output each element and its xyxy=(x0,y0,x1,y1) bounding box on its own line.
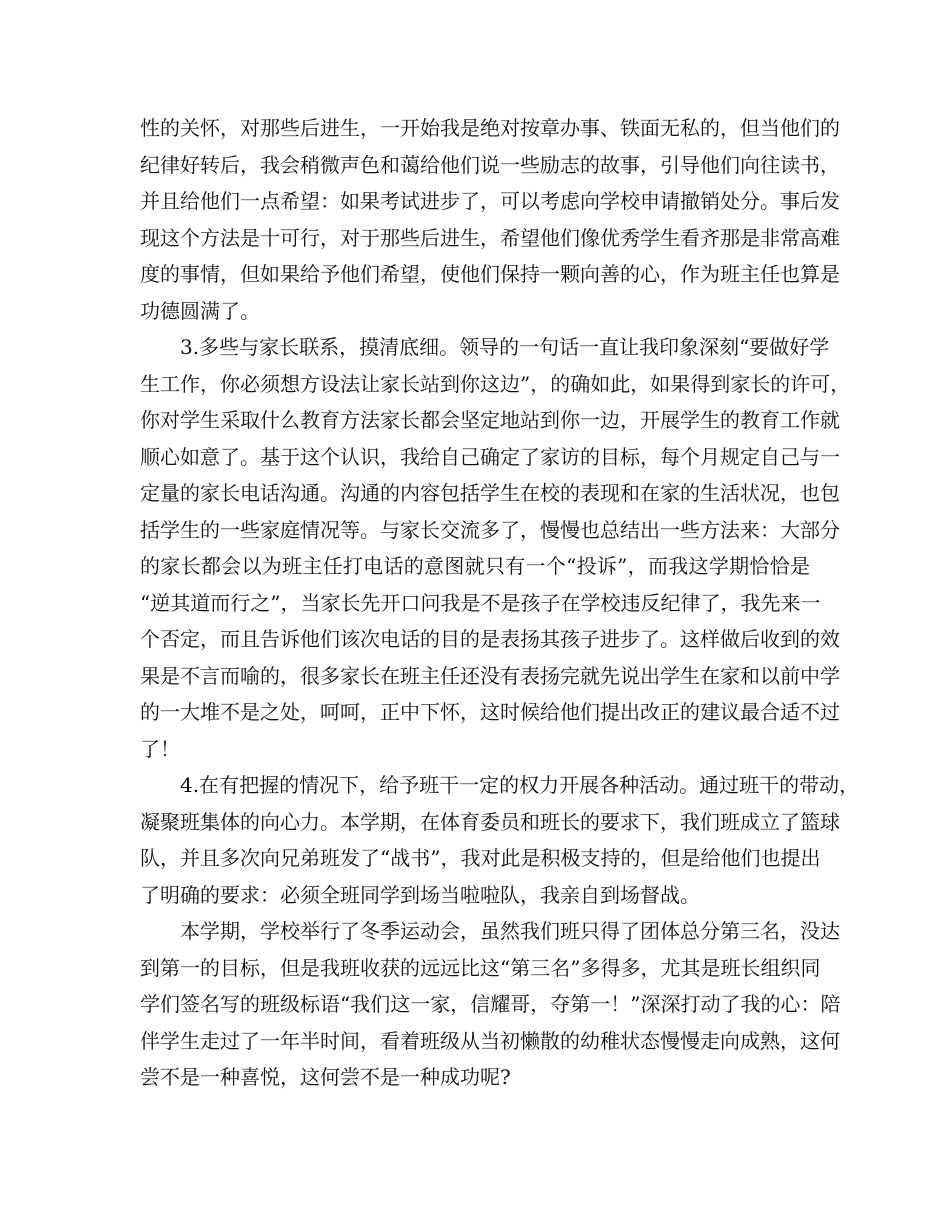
text-line: 凝聚班集体的向心力。本学期，在体育委员和班长的要求下，我们班成立了篮球 xyxy=(140,809,840,834)
text-line: 功德圆满了。 xyxy=(140,298,260,323)
text-line: 的一大堆不是之处，呵呵，正中下怀，这时候给他们提出改正的建议最合适不过 xyxy=(140,700,840,724)
text-line: 学们签名写的班级标语“我们这一家，信耀哥，夺第一！”深深打动了我的心：陪 xyxy=(140,992,841,1016)
text-line: 个否定，而且告诉他们该次电话的目的是表扬其孩子进步了。这样做后收到的效 xyxy=(140,627,840,651)
text-line: 伴学生走过了一年半时间，看着班级从当初懒散的幼稚状态慢慢走向成熟，这何 xyxy=(140,1028,840,1053)
text-line: 定量的家长电话沟通。沟通的内容包括学生在校的表现和在家的生活状况，也包 xyxy=(140,481,840,505)
text-line: 生工作，你必须想方设法让家长站到你这边”，的确如此，如果得到家长的许可， xyxy=(140,371,851,396)
text-line: 本学期，学校举行了冬季运动会，虽然我们班只得了团体总分第三名，没达 xyxy=(180,919,840,943)
document-body xyxy=(140,110,860,1096)
text-line: 到第一的目标，但是我班收获的远远比这“第三名”多得多，尤其是班长组织同 xyxy=(140,955,821,980)
text-line: 你对学生采取什么教育方法家长都会坚定地站到你一边，开展学生的教育工作就 xyxy=(140,408,840,432)
text-line: 现这个方法是十可行，对于那些后进生，希望他们像优秀学生看齐那是非常高难 xyxy=(140,225,840,250)
text-line: 括学生的一些家庭情况等。与家长交流多了，慢慢也总结出一些方法来：大部分 xyxy=(140,517,840,542)
text-line: 了明确的要求：必须全班同学到场当啦啦队，我亲自到场督战。 xyxy=(140,882,700,907)
text-line: 纪律好转后，我会稍微声色和蔼给他们说一些励志的故事，引导他们向往读书， xyxy=(140,152,840,177)
text-line: 3.多些与家长联系，摸清底细。领导的一句话一直让我印象深刻“要做好学 xyxy=(180,335,830,359)
text-line: 了！ xyxy=(140,736,180,761)
text-line: 果是不言而喻的，很多家长在班主任还没有表扬完就先说出学生在家和以前中学 xyxy=(140,663,840,688)
text-line: 尝不是一种喜悦，这何尝不是一种成功呢? xyxy=(140,1065,511,1089)
text-line: 并且给他们一点希望：如果考试进步了，可以考虑向学校申请撤销处分。事后发 xyxy=(140,189,840,213)
text-line: 性的关怀，对那些后进生，一开始我是绝对按章办事、铁面无私的，但当他们的 xyxy=(140,116,840,140)
text-line: 的家长都会以为班主任打电话的意图就只有一个“投诉”，而我这学期恰恰是 xyxy=(140,554,810,578)
text-line: “逆其道而行之”，当家长先开口问我是不是孩子在学校违反纪律了，我先来一 xyxy=(140,590,821,615)
text-line: 度的事情，但如果给予他们希望，使他们保持一颗向善的心，作为班主任也算是 xyxy=(140,262,840,286)
text-line: 队，并且多次向兄弟班发了“战书”，我对此是积极支持的，但是给他们也提出 xyxy=(140,846,821,870)
text-line: 顺心如意了。基于这个认识，我给自己确定了家访的目标，每个月规定自己与一 xyxy=(140,444,840,469)
text-line: 4.在有把握的情况下，给予班干一定的权力开展各种活动。通过班干的带动， xyxy=(180,773,860,797)
